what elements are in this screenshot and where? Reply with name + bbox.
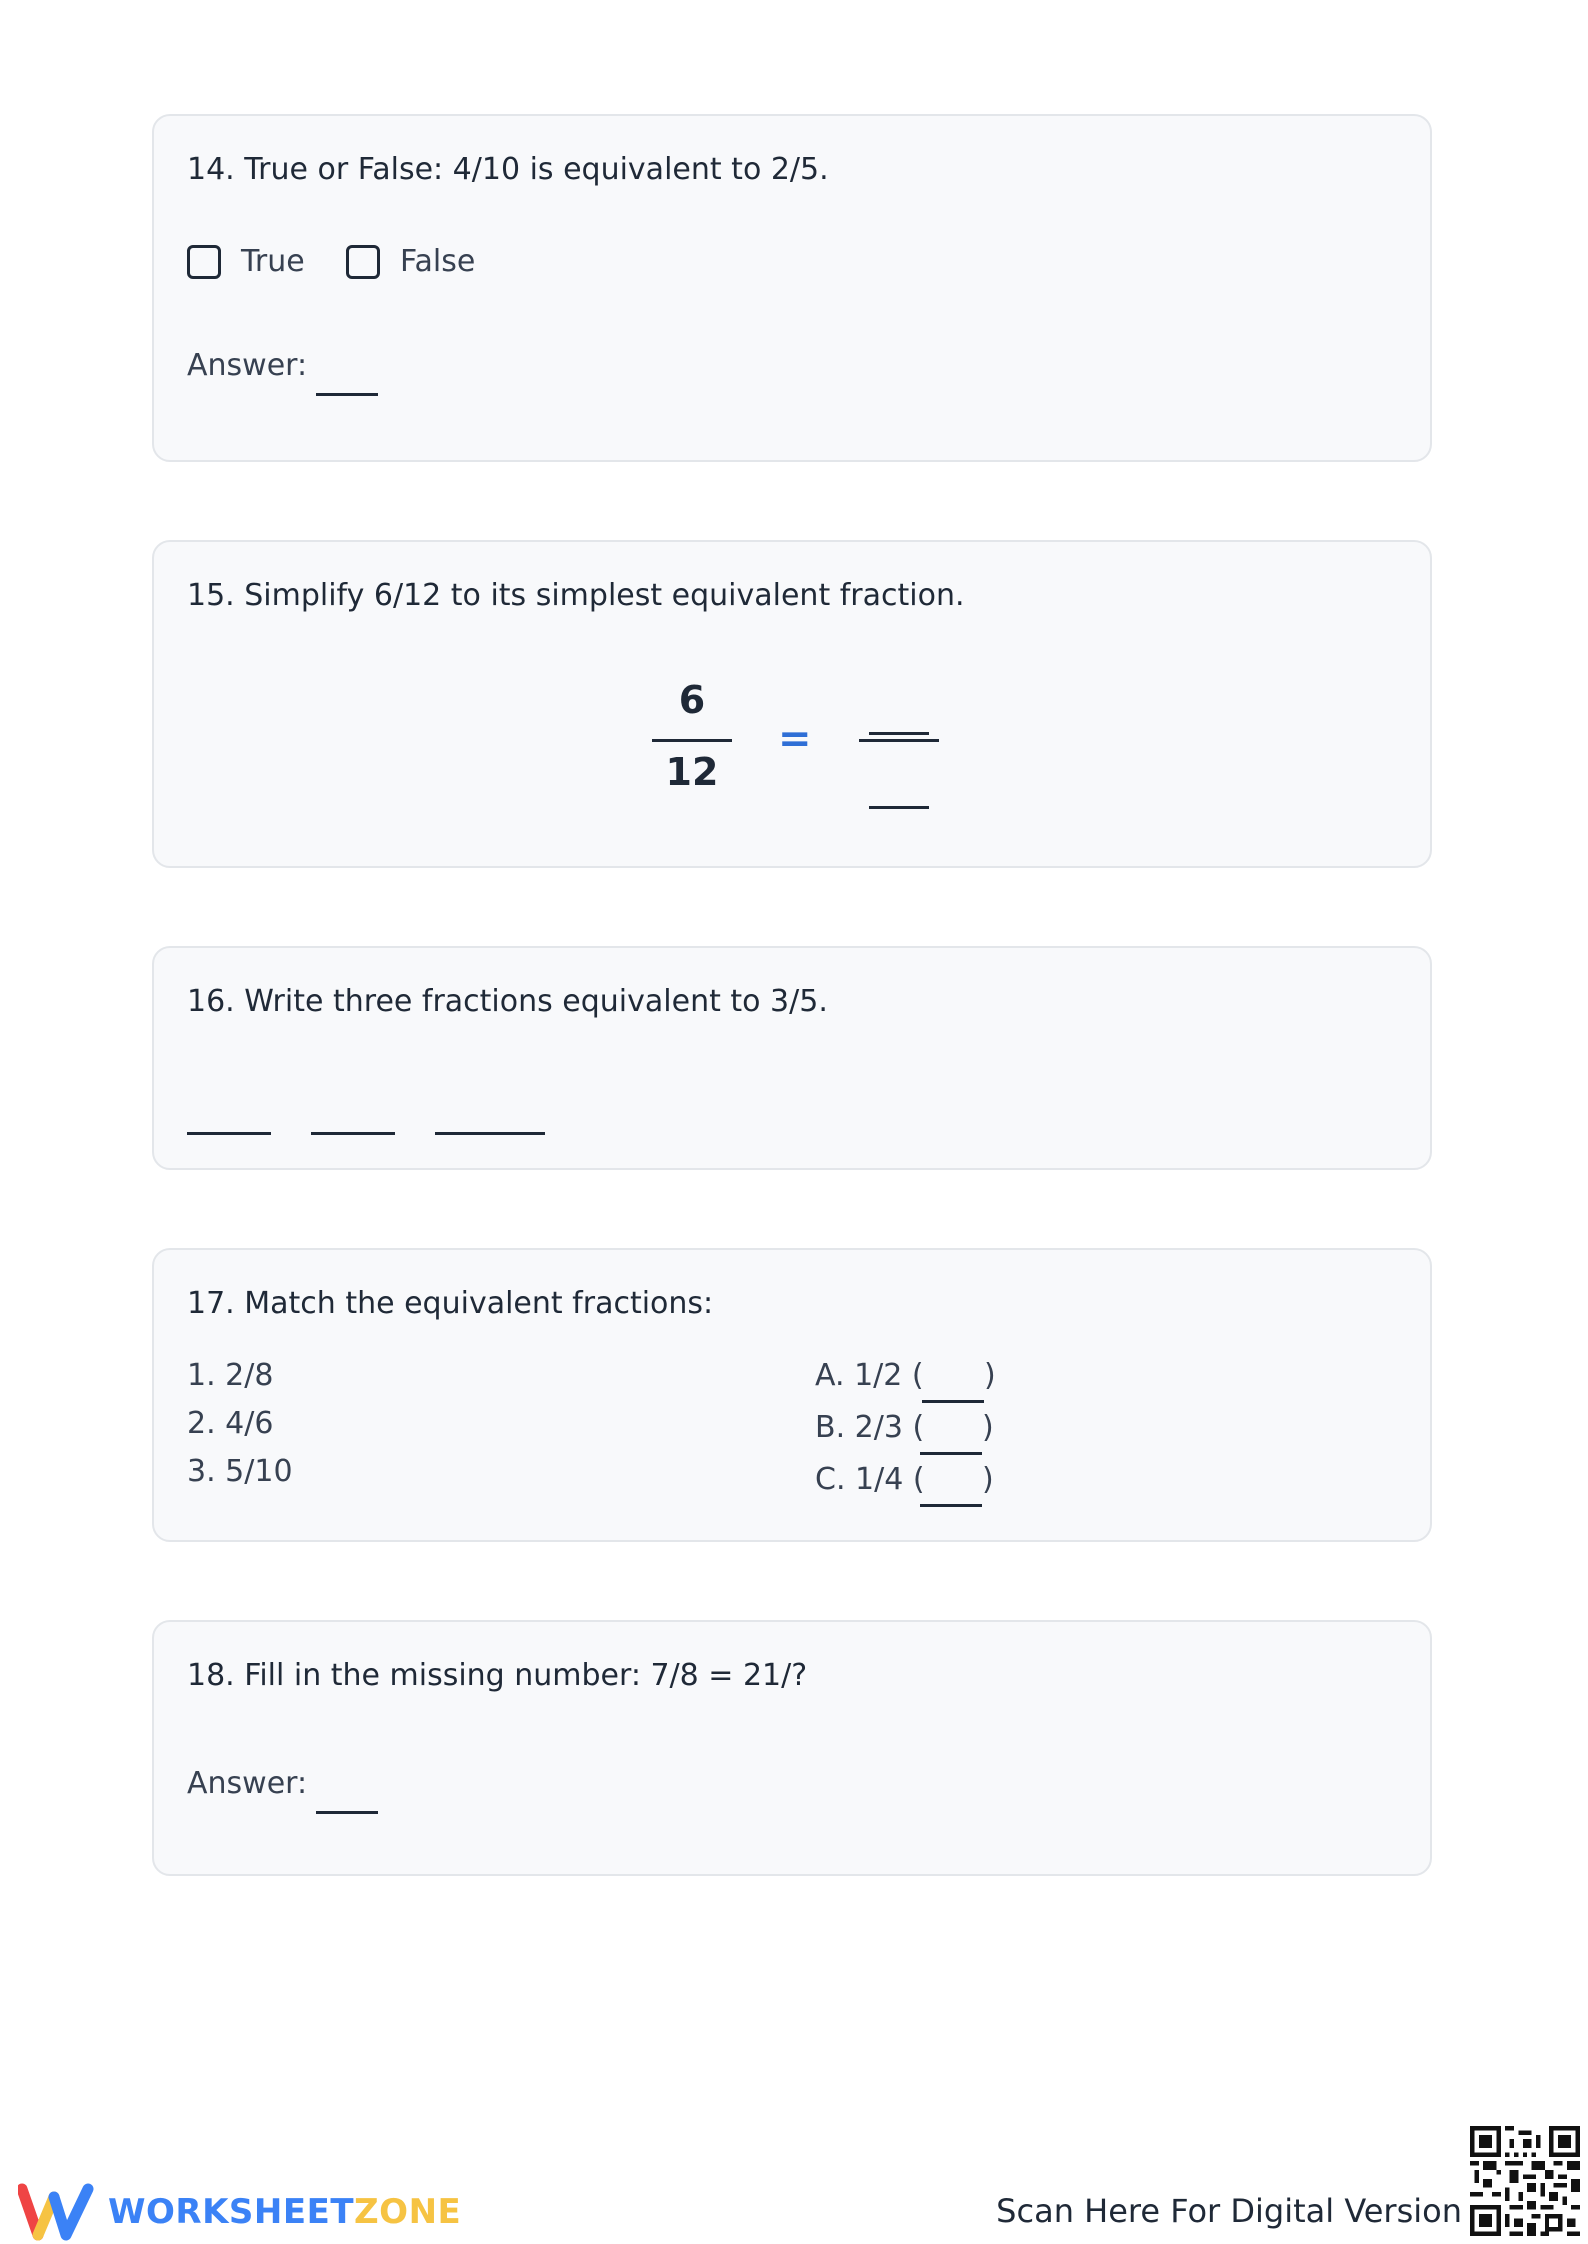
answer-blank-16-3[interactable]: [435, 1132, 545, 1135]
answer-blank-14[interactable]: [316, 393, 378, 396]
logo-wordmark: [108, 2192, 461, 2232]
answer-blank-18[interactable]: [316, 1811, 378, 1814]
match-right-c: C. 1/4 (: [815, 1462, 925, 1497]
answer-label-14: Answer:: [187, 348, 308, 383]
denominator-blank[interactable]: [869, 806, 929, 809]
match-paren-a: ): [984, 1358, 996, 1393]
fraction-denominator: 12: [665, 750, 719, 794]
fraction-numerator: 6: [678, 678, 706, 722]
scan-caption: Scan Here For Digital Version: [996, 2192, 1462, 2230]
checkbox-true[interactable]: [187, 245, 221, 279]
question-card-17: [152, 1248, 1432, 1542]
match-right-a: A. 1/2 (: [815, 1358, 924, 1393]
match-blank-a[interactable]: [922, 1400, 984, 1403]
numerator-blank[interactable]: [869, 732, 929, 735]
question-card-15: [152, 540, 1432, 868]
equals-sign: =: [778, 716, 812, 762]
question-18-text: 18. Fill in the missing number: 7/8 = 21/?: [187, 1658, 808, 1693]
logo-text-worksheet: WORKSHEET: [108, 2192, 355, 2232]
qr-code-icon[interactable]: [1470, 2126, 1580, 2236]
match-paren-b: ): [982, 1410, 994, 1445]
option-false-label: False: [400, 244, 476, 279]
match-right-b: B. 2/3 (: [815, 1410, 925, 1445]
question-14-text: 14. True or False: 4/10 is equivalent to 2/5.: [187, 152, 829, 187]
fraction-bar: [652, 739, 732, 742]
question-card-16: [152, 946, 1432, 1170]
answer-blank-16-2[interactable]: [311, 1132, 395, 1135]
match-blank-c[interactable]: [920, 1504, 982, 1507]
logo-text-zone: ZONE: [354, 2192, 462, 2232]
worksheetzone-logo: [18, 2183, 461, 2241]
question-card-14: [152, 114, 1432, 462]
match-left-2: 2. 4/6: [187, 1406, 274, 1441]
match-left-3: 3. 5/10: [187, 1454, 293, 1489]
match-paren-c: ): [982, 1462, 994, 1497]
answer-blank-16-1[interactable]: [187, 1132, 271, 1135]
question-17-text: 17. Match the equivalent fractions:: [187, 1286, 714, 1321]
match-left-1: 1. 2/8: [187, 1358, 274, 1393]
question-15-text: 15. Simplify 6/12 to its simplest equivalent fraction.: [187, 578, 965, 613]
option-false[interactable]: [346, 244, 475, 279]
option-true[interactable]: [187, 244, 305, 279]
answer-fraction-bar: [859, 739, 939, 742]
option-true-label: True: [241, 244, 305, 279]
question-16-text: 16. Write three fractions equivalent to 3/5.: [187, 984, 828, 1019]
logo-w-icon: [18, 2183, 94, 2241]
question-card-18: [152, 1620, 1432, 1876]
match-blank-b[interactable]: [920, 1452, 982, 1455]
checkbox-false[interactable]: [346, 245, 380, 279]
answer-label-18: Answer:: [187, 1766, 308, 1801]
